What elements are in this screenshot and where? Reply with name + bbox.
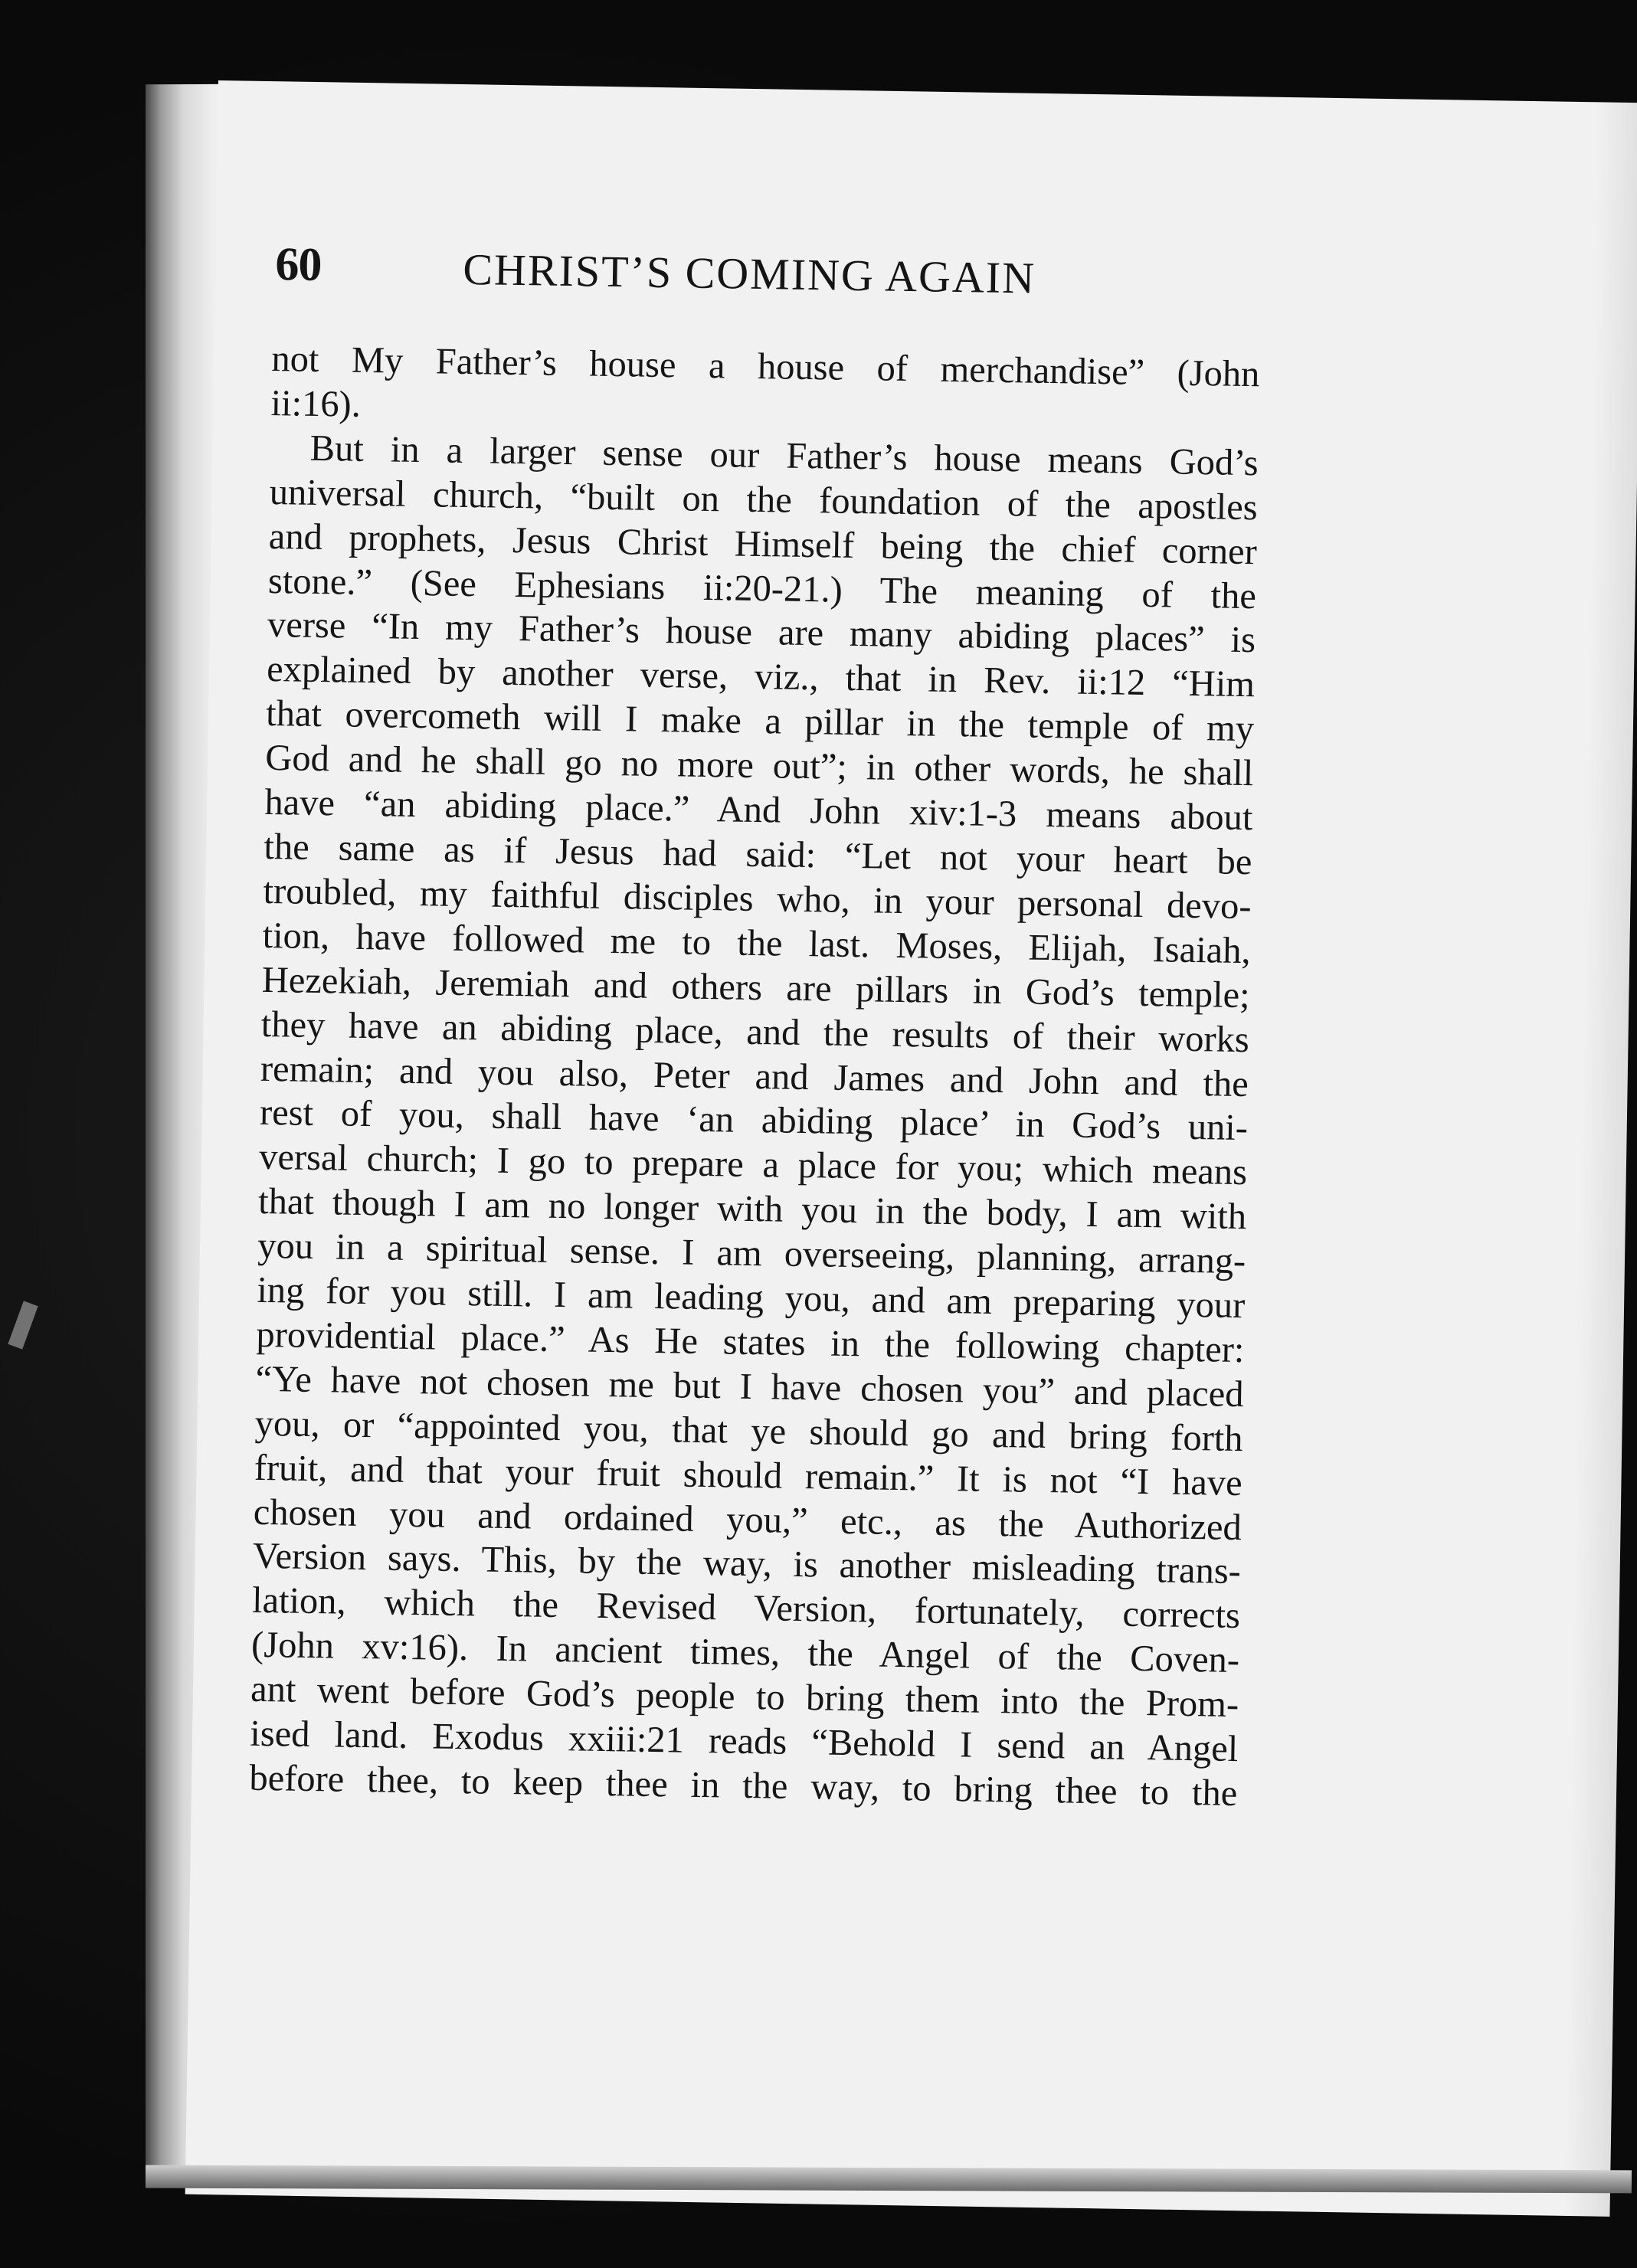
text-line: rest of you, shall have ‘an abiding place’ in God’s uni- xyxy=(259,1092,1249,1149)
text-line: stone.” (See Ephesians ii:20-21.) The meaning of the xyxy=(267,560,1257,617)
running-title: CHRIST’S COMING AGAIN xyxy=(462,244,1036,303)
text-line: “Ye have not chosen me but I have chosen you” and placed xyxy=(255,1358,1244,1415)
text-line: before thee, to keep thee in the way, to bring thee to the xyxy=(249,1757,1238,1815)
text-line: ant went before God’s people to bring them into the Prom- xyxy=(250,1668,1239,1726)
text-line: they have an abiding place, and the results of their works xyxy=(260,1003,1250,1060)
text-line: Hezekiah, Jeremiah and others are pillars in God’s temple; xyxy=(261,959,1251,1016)
text-line: ised land. Exodus xxiii:21 reads “Behold I send an Angel xyxy=(249,1713,1239,1770)
text-line: you, or “appointed you, that ye should go and bring forth xyxy=(254,1402,1243,1459)
text-line: explained by another verse, viz., that in Rev. ii:12 “Him xyxy=(266,649,1256,705)
text-line: versal church; I go to prepare a place for you; which means xyxy=(258,1137,1248,1193)
text-line: tion, have followed me to the last. Moses, Elijah, Isaiah, xyxy=(262,915,1251,971)
text-line: chosen you and ordained you,” etc., as the Authorized xyxy=(253,1491,1242,1548)
text-line: that though I am no longer with you in the body, I am with xyxy=(257,1181,1247,1238)
text-line: (John xv:16). In ancient times, the Angel of the Coven- xyxy=(250,1625,1240,1681)
text-line: have “an abiding place.” And John xiv:1-3 means about xyxy=(264,781,1253,839)
text-line: Version says. This, by the way, is another misleading trans- xyxy=(252,1536,1242,1592)
body-text xyxy=(249,337,1260,1816)
text-line: God and he shall go no more out”; in other words, he shall xyxy=(264,738,1254,794)
text-line: lation, which the Revised Version, fortunately, corrects xyxy=(251,1580,1241,1637)
text-line: universal church, “built on the foundation of the apostles xyxy=(269,471,1259,528)
page-number: 60 xyxy=(274,237,322,291)
text-line: But in a larger sense our Father’s house means God’s xyxy=(309,427,1259,484)
text-line: remain; and you also, Peter and James and John and the xyxy=(260,1048,1249,1105)
text-line: fruit, and that your fruit should remain.” It is not “I have xyxy=(254,1447,1243,1504)
text-line: ing for you still. I am leading you, and am preparing your xyxy=(257,1269,1246,1327)
text-line: providential place.” As He states in the following chapter: xyxy=(256,1314,1245,1371)
text-line: and prophets, Jesus Christ Himself being the chief corner xyxy=(268,515,1258,572)
text-line: you in a spiritual sense. I am overseeing, planning, arrang- xyxy=(257,1225,1246,1282)
text-line: ii:16). xyxy=(270,382,362,425)
text-line: not My Father’s house a house of merchandise” (John xyxy=(271,338,1260,395)
text-line: that overcometh will I make a pillar in the temple of my xyxy=(265,693,1255,750)
text-line: the same as if Jesus had said: “Let not your heart be xyxy=(264,826,1252,883)
text-line: verse “In my Father’s house are many abiding places” is xyxy=(267,604,1256,661)
text-line: troubled, my faithful disciples who, in your personal devo- xyxy=(263,870,1252,928)
